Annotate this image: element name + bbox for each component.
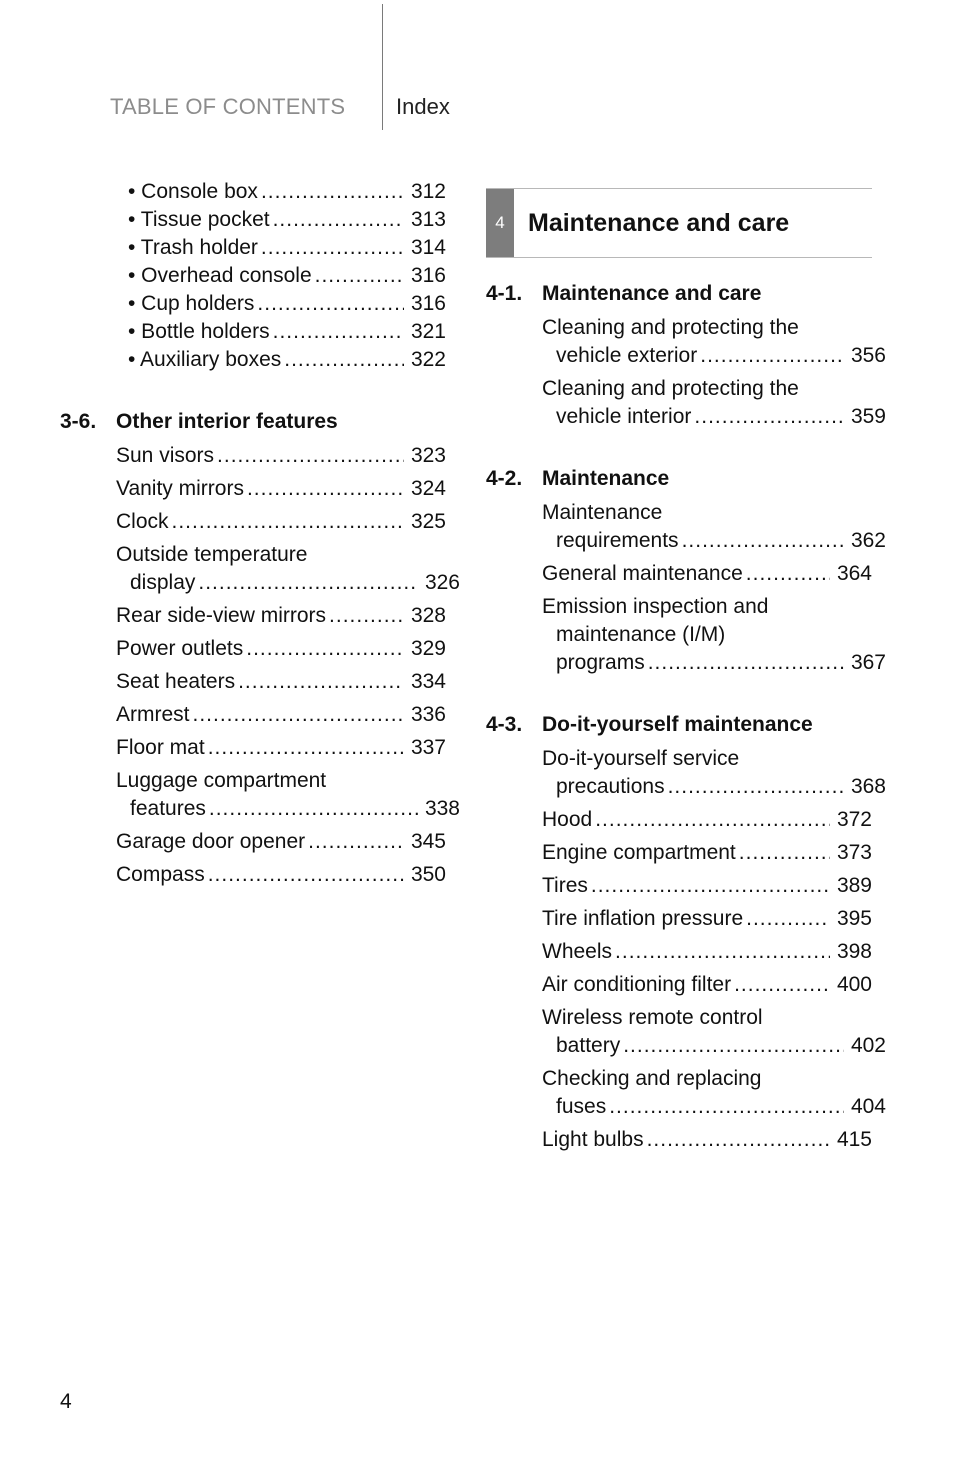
dot-leader [682, 527, 844, 555]
entry-label: Armrest [116, 703, 190, 726]
entry-label: Sun visors [116, 444, 215, 467]
dot-leader [746, 905, 830, 933]
toc-entry-hood[interactable] [542, 806, 872, 834]
toc-entry-engine-compartment[interactable] [542, 839, 872, 867]
index-link[interactable]: Index [396, 94, 450, 119]
section-heading-4-3[interactable] [486, 711, 872, 739]
toc-entry-clock[interactable] [116, 508, 446, 536]
entry-page-number: 373 [836, 841, 872, 864]
entry-title-line: Outside temperature [116, 543, 308, 566]
entry-label: Clock [116, 510, 169, 533]
page-number: 4 [60, 1390, 72, 1413]
entry-row [542, 1126, 872, 1154]
entry-title-line: Maintenance [542, 501, 663, 524]
entry-title-line: Cleaning and protecting the [542, 316, 799, 339]
toc-entry-tissue-pocket[interactable]: • Tissue pocket ..... 313 [128, 206, 446, 234]
entry-title-line: Checking and replacing [542, 1067, 762, 1090]
entry-row [116, 508, 446, 536]
toc-entry-auxiliary-boxes[interactable]: • Auxiliary boxes ..... 322 [128, 346, 446, 374]
dot-leader [746, 560, 830, 588]
toc-entry-tires[interactable] [542, 872, 872, 900]
entry-page-number: 395 [836, 907, 872, 930]
section-title: Maintenance [542, 467, 670, 490]
entry-page-number: 337 [410, 736, 446, 759]
toc-entry-console-box[interactable]: • Console box ..... 312 [128, 178, 446, 206]
entry-page-number: 404 [850, 1095, 886, 1118]
dot-leader [208, 734, 404, 762]
top-navigation [110, 90, 450, 124]
dot-leader [609, 1093, 844, 1121]
entry-label: Tire inflation pressure [542, 907, 744, 930]
entry-page-number: 389 [836, 874, 872, 897]
entry-label: vehicle interior [556, 405, 692, 428]
dot-leader [648, 649, 844, 677]
toc-entry-bottle-holders[interactable]: • Bottle holders ..... 321 [128, 318, 446, 346]
toc-entry-overhead-console[interactable]: • Overhead console ..... 316 [128, 262, 446, 290]
section-heading-3-6[interactable]: 3-6. Other interior features [60, 410, 338, 433]
entry-label: Seat heaters [116, 670, 236, 693]
toc-entry-power-outlets[interactable] [116, 635, 446, 663]
dot-leader [668, 773, 844, 801]
entry-page-number: 338 [424, 797, 460, 820]
dot-leader [193, 701, 405, 729]
entry-page-number: 323 [410, 444, 446, 467]
dot-leader [734, 971, 830, 999]
entry-page-number: 359 [850, 405, 886, 428]
entry-row [542, 560, 872, 588]
right-sections [486, 280, 886, 1154]
dot-leader [700, 342, 844, 370]
entry-row [542, 938, 872, 966]
entry-label: Tires [542, 874, 588, 897]
dot-leader [247, 475, 404, 503]
entry-page-number: 400 [836, 973, 872, 996]
toc-entry-cleaning-and-protecting-the-vehicle-interior[interactable] [542, 375, 886, 431]
nav-divider [382, 4, 383, 130]
bullet-list [128, 178, 446, 374]
toc-entry-floor-mat[interactable] [116, 734, 446, 762]
entry-page-number: 364 [836, 562, 872, 585]
left-column [60, 178, 460, 894]
entry-label: vehicle exterior [556, 344, 698, 367]
entry-page-number: 328 [410, 604, 446, 627]
entry-label: Wheels [542, 940, 613, 963]
entry-label: requirements [556, 529, 679, 552]
dot-leader [615, 938, 830, 966]
entry-page-number: 372 [836, 808, 872, 831]
dot-leader [217, 442, 404, 470]
entry-page-number: 326 [424, 571, 460, 594]
dot-leader [246, 635, 404, 663]
section-items-4-3 [542, 745, 886, 1154]
entry-row [542, 342, 886, 370]
entry-label: Light bulbs [542, 1128, 644, 1151]
dot-leader [623, 1032, 844, 1060]
entry-row [542, 527, 886, 555]
toc-entry-tire-inflation-pressure[interactable] [542, 905, 872, 933]
toc-entry-light-bulbs[interactable] [542, 1126, 872, 1154]
entry-page-number: 336 [410, 703, 446, 726]
entry-label: display [130, 571, 196, 594]
entry-page-number: 325 [410, 510, 446, 533]
dot-leader [238, 668, 404, 696]
dot-leader [694, 403, 844, 431]
entry-page-number: 350 [410, 863, 446, 886]
entry-label: Garage door opener [116, 830, 306, 853]
entry-title-line: Luggage compartment [116, 769, 327, 792]
entry-row [542, 649, 886, 677]
entry-page-number: 356 [850, 344, 886, 367]
toc-entry-wireless-remote-control-battery[interactable] [542, 1004, 886, 1060]
chapter-header[interactable] [486, 188, 872, 258]
entry-row [542, 905, 872, 933]
dot-leader [209, 795, 418, 823]
entry-title-line: Wireless remote control [542, 1006, 763, 1029]
dot-leader [595, 806, 830, 834]
dot-leader [308, 828, 404, 856]
chapter-number-tab: 4 [486, 189, 514, 257]
section-items-4-2 [542, 499, 886, 677]
toc-entry-armrest[interactable] [116, 701, 446, 729]
entry-page-number: 324 [410, 477, 446, 500]
entry-row [542, 806, 872, 834]
entry-page-number: 329 [410, 637, 446, 660]
toc-entry-cleaning-and-protecting-the-vehicle-exterior[interactable] [542, 314, 886, 370]
entry-row [542, 1093, 886, 1121]
section-items-3-6 [116, 442, 460, 889]
table-of-contents-link[interactable]: TABLE OF CONTENTS [110, 94, 346, 119]
toc-entry-wheels[interactable] [542, 938, 872, 966]
entry-row [116, 828, 446, 856]
entry-label: precautions [556, 775, 665, 798]
entry-row [542, 1032, 886, 1060]
section-heading-4-2[interactable] [486, 465, 872, 493]
entry-label: features [130, 797, 206, 820]
section-number: 4-1. [486, 282, 523, 305]
entry-row [116, 668, 446, 696]
section-heading-4-1[interactable] [486, 280, 872, 308]
entry-label: Hood [542, 808, 593, 831]
entry-page-number: 362 [850, 529, 886, 552]
toc-entry-rear-side-view-mirrors[interactable] [116, 602, 446, 630]
entry-label: battery [556, 1034, 621, 1057]
dot-leader [198, 569, 418, 597]
entry-label: Vanity mirrors [116, 477, 244, 500]
toc-entry-emission-inspection-and-programs[interactable] [542, 593, 886, 677]
section-title: Do-it-yourself maintenance [542, 713, 813, 736]
entry-page-number: 345 [410, 830, 446, 853]
entry-page-number: 415 [836, 1128, 872, 1151]
toc-entry-compass[interactable] [116, 861, 446, 889]
dot-leader [591, 872, 830, 900]
entry-label: Rear side-view mirrors [116, 604, 327, 627]
entry-row [542, 971, 872, 999]
entry-page-number: 368 [850, 775, 886, 798]
entry-row [116, 795, 460, 823]
toc-entry-luggage-compartment-features[interactable] [116, 767, 460, 823]
toc-entry-seat-heaters[interactable] [116, 668, 446, 696]
toc-entry-air-conditioning-filter[interactable] [542, 971, 872, 999]
entry-row [116, 701, 446, 729]
entry-row [116, 602, 446, 630]
entry-label: Compass [116, 863, 205, 886]
entry-row [542, 403, 886, 431]
toc-entry-cup-holders[interactable]: • Cup holders ..... 316 [128, 290, 446, 318]
entry-row [542, 839, 872, 867]
right-column [486, 188, 886, 1159]
section-number: 4-3. [486, 713, 523, 736]
entry-label: Air conditioning filter [542, 973, 732, 996]
entry-page-number: 402 [850, 1034, 886, 1057]
dot-leader [329, 602, 404, 630]
entry-title-line: Do-it-yourself service [542, 747, 740, 770]
entry-row [116, 635, 446, 663]
entry-title-line: maintenance (I/M) [556, 623, 726, 646]
entry-page-number: 367 [850, 651, 886, 674]
entry-label: Engine compartment [542, 841, 736, 864]
entry-row [542, 872, 872, 900]
entry-label: Power outlets [116, 637, 244, 660]
toc-entry-sun-visors[interactable] [116, 442, 446, 470]
entry-row [542, 773, 886, 801]
dot-leader [739, 839, 830, 867]
entry-title-line: Cleaning and protecting the [542, 377, 799, 400]
section-number: 4-2. [486, 467, 523, 490]
toc-entry-vanity-mirrors[interactable] [116, 475, 446, 503]
entry-page-number: 398 [836, 940, 872, 963]
toc-entry-trash-holder[interactable]: • Trash holder ..... 314 [128, 234, 446, 262]
entry-row [116, 734, 446, 762]
entry-title-line: Emission inspection and [542, 595, 769, 618]
section-title: Maintenance and care [542, 282, 762, 305]
entry-row [116, 861, 446, 889]
toc-entry-maintenance-requirements[interactable] [542, 499, 886, 555]
entry-label: programs [556, 651, 645, 674]
toc-entry-do-it-yourself-service-precautions[interactable] [542, 745, 886, 801]
toc-entry-checking-and-replacing-fuses[interactable] [542, 1065, 886, 1121]
section-items-4-1 [542, 314, 886, 431]
toc-entry-outside-temperature-display[interactable] [116, 541, 460, 597]
chapter-title: Maintenance and care [528, 209, 790, 237]
entry-row [116, 475, 446, 503]
entry-row [116, 442, 446, 470]
dot-leader [647, 1126, 830, 1154]
toc-entry-general-maintenance[interactable] [542, 560, 872, 588]
entry-page-number: 334 [410, 670, 446, 693]
entry-row [116, 569, 460, 597]
dot-leader [208, 861, 404, 889]
entry-label: General maintenance [542, 562, 743, 585]
dot-leader [172, 508, 404, 536]
entry-label: fuses [556, 1095, 607, 1118]
entry-label: Floor mat [116, 736, 205, 759]
toc-entry-garage-door-opener[interactable] [116, 828, 446, 856]
